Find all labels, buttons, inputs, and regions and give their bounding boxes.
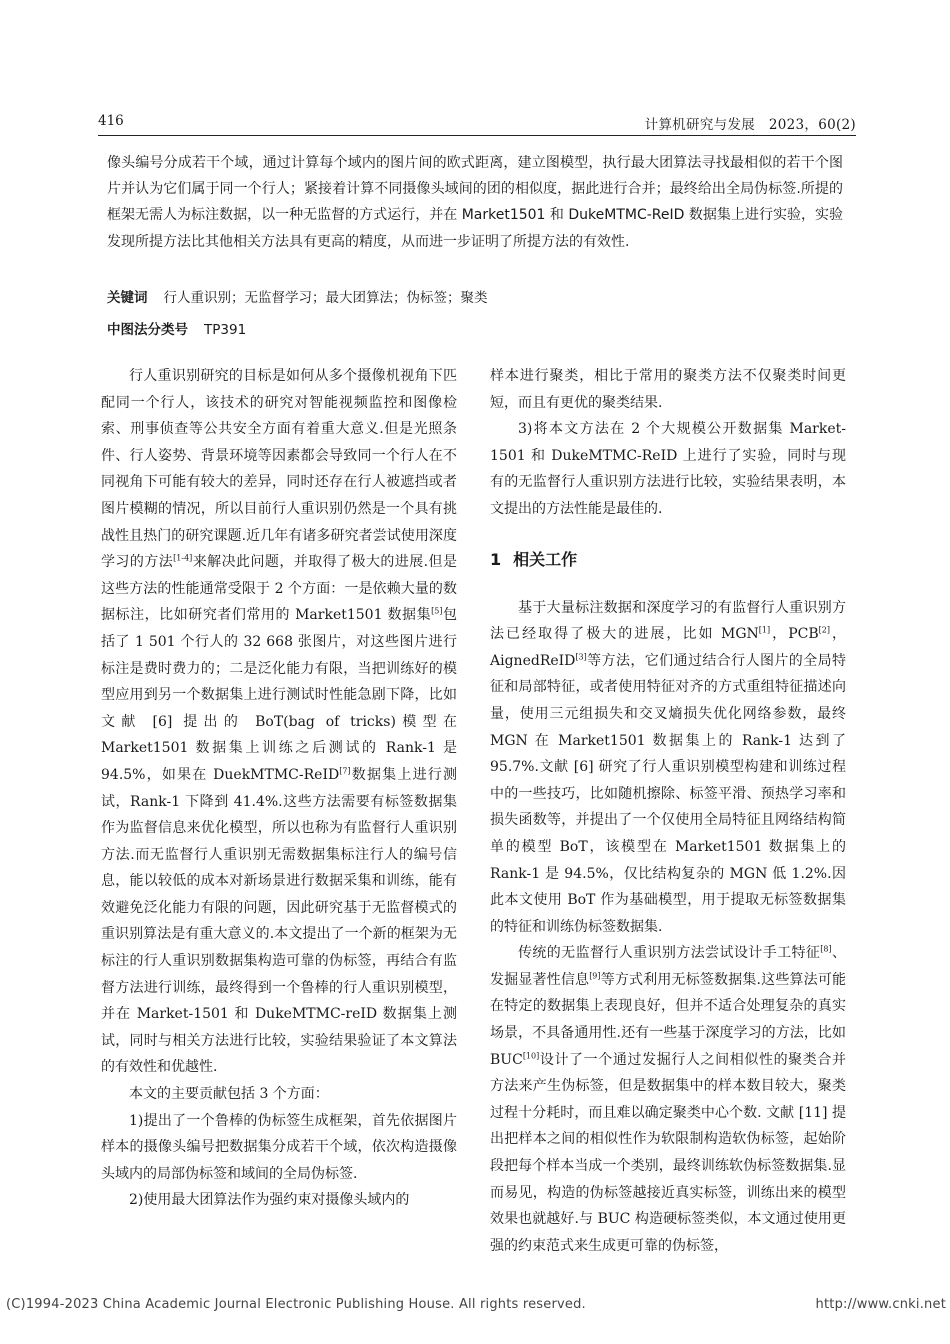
- citation[interactable]: [7]: [339, 766, 351, 776]
- rw2-text-3: 等方式利用无标签数据集.这些算法可能在特定的数据集上表现良好，但并不适合处理复杂的真实场景，不具备通用性.还有一些基于深度学习的方法，比如 BUC: [490, 971, 847, 1068]
- citation[interactable]: [10]: [522, 1051, 540, 1060]
- journal-info: 计算机研究与发展 2023，60(2): [644, 117, 856, 133]
- rw2-text-4: 设计了一个通过发掘行人之间相似性的聚类合并方法来产生伪标签，但是数据集中的样本数目较大，聚类过程十分耗时，而且难以确定聚类中心个数. 文献 [11] 提出把样本之间的相似性作为软限制构造软伪标签，起始阶段把每个样本当成一个类别，最终训练软伪标签数据集.显而易见，构造的伪标签越接近真实标签，训练出来的模型效果也就越好.与 BUC 构造硬标签类似，本文通过使用更强的约束范式来生成更可靠的伪标签，: [490, 1051, 846, 1254]
- rw2-text-1: 传统的无监督行人重识别方法尝试设计手工特征: [518, 945, 821, 962]
- keywords-line: [107, 286, 488, 306]
- contributions-intro: 本文的主要贡献包括 3 个方面：: [129, 1086, 329, 1103]
- citation[interactable]: [9]: [589, 971, 601, 981]
- contribution-1: 1)提出了一个鲁棒的伪标签生成框架，首先依据图片样本的摄像头编号把数据集分成若干个域，依次构造摄像头域内的局部伪标签和域间的全局伪标签.: [101, 1112, 457, 1182]
- keywords-text: 行人重识别；无监督学习；最大团算法；伪标签；聚类: [163, 290, 488, 306]
- page-number: 416: [98, 113, 124, 129]
- citation[interactable]: [2]: [818, 625, 830, 635]
- intro-text-3: 包括了 1 501 个行人的 32 668 张图片，对这些图片进行标注是费时费力的；二是泛化能力有限，当把训练好的模型应用到另一个数据集上进行测试时性能急剧下降，比如文献 [6] 提出的 BoT(bag of tricks)模型在 Market1501 数据集上训练之后测试的 Rank-1 是 94.5%，如果在 DuekMTMC-ReID: [101, 607, 458, 783]
- intro-paragraph: [101, 363, 457, 1081]
- classification-label: 中图法分类号: [107, 322, 188, 338]
- right-column: [490, 363, 846, 1259]
- rw1-text-2: ，PCB: [770, 626, 819, 643]
- keywords-label: 关键词: [107, 290, 148, 306]
- left-column: [101, 363, 457, 1214]
- copyright-text: (C)1994-2023 China Academic Journal Electronic Publishing House. All rights reserved.: [6, 1297, 586, 1312]
- citation[interactable]: [1-4]: [173, 553, 193, 563]
- citation[interactable]: [8]: [820, 944, 832, 954]
- rw1-text-4: 等方法，它们通过结合行人图片的全局特征和局部特征，或者使用特征对齐的方式重组特征描述向量，使用三元组损失和交叉熵损失优化网络参数，最终 MGN 在 Market1501 数据集上的 Rank-1 达到了 95.7%.文献 [6] 研究了行人重识别模型构建和训练过程中的一些技巧，比如随机擦除、标签平滑、预热学习率和损失函数等，并提出了一个仅使用全局特征且网络结构简单的模型 BoT，该模型在 Market1501 数据集上的 Rank-1 是 94.5%，仅比结构复杂的 MGN 低 1.2%.因此本文使用 BoT 作为基础模型，用于提取无标签数据集的特征和训练伪标签数据集.: [490, 652, 846, 935]
- citation[interactable]: [5]: [431, 606, 443, 616]
- intro-text-4: 数据集上进行测试，Rank-1 下降到 41.4%.这些方法需要有标签数据集作为监督信息来优化模型，所以也称为有监督行人重识别方法.而无监督行人重识别无需数据集标注行人的编号信息，能以较低的成本对新场景进行数据采集和训练，能有效避免泛化能力有限的问题，因此研究基于无监督模式的重识别算法是有重大意义的.本文提出了一个新的框架为无标注的行人重识别数据集构造可靠的伪标签，再结合有监督方法进行训练，最终得到一个鲁棒的行人重识别模型，并在 Market-1501 和 DukeMTMC-reID 数据集上测试，同时与相关方法进行比较，实验结果验证了本文算法的有效性和优越性.: [101, 766, 458, 1076]
- abstract-continuation: [107, 150, 843, 255]
- intro-text-1: 行人重识别研究的目标是如何从多个摄像机视角下匹配同一个行人，该技术的研究对智能视频监控和图像检索、刑事侦查等公共安全方面有着重大意义.但是光照条件、行人姿势、背景环境等因素都会导致同一个行人在不同视角下可能有较大的差异，同时还存在行人被遮挡或者图片模糊的情况，所以目前行人重识别仍然是一个具有挑战性且热门的研究课题.近几年有诸多研究者尝试使用深度学习的方法: [101, 368, 457, 571]
- section-title: 相关工作: [513, 549, 578, 569]
- contribution-2-end: 样本进行聚类，相比于常用的聚类方法不仅聚类时间更短，而且有更优的聚类结果.: [490, 368, 846, 411]
- classification-code: TP391: [204, 322, 247, 338]
- running-header: [98, 111, 856, 136]
- citation[interactable]: [3]: [575, 652, 587, 662]
- rw1-text-1: 基于大量标注数据和深度学习的有监督行人重识别方法已经取得了极大的进展，比如 MGN: [490, 599, 846, 643]
- contribution-2-start: 2)使用最大团算法作为强约束对摄像头域内的: [129, 1192, 410, 1209]
- cnki-link[interactable]: http://www.cnki.net: [815, 1297, 946, 1312]
- citation[interactable]: [1]: [758, 625, 771, 635]
- related-work-paragraph-2: [490, 940, 846, 1259]
- intro-text-2: 来解决此问题，并取得了极大的进展.但是这些方法的性能通常受限于 2 个方面：一是依赖大量的数据标注，比如研究者们常用的 Market1501 数据集: [101, 554, 457, 624]
- rw1-text-3: ，AignedReID: [490, 626, 847, 669]
- section-number: 1: [490, 549, 502, 569]
- contribution-3: 3)将本文方法在 2 个大规模公开数据集 Market-1501 和 DukeMTMC-ReID 上进行了实验，同时与现有的无监督行人重识别方法进行比较，实验结果表明，本文提出的方法性能是最佳的.: [490, 421, 846, 517]
- classification-line: [107, 318, 246, 338]
- abstract-text: 像头编号分成若干个域，通过计算每个域内的图片间的欧式距离，建立图模型，执行最大团算法寻找最相似的若干个图片并认为它们属于同一个行人；紧接着计算不同摄像头域间的团的相似度，据此进行合并；最终给出全局伪标签.所提的框架无需人为标注数据，以一种无监督的方式运行，并在 Market1501 和 DukeMTMC-ReID 数据集上进行实验，实验发现所提方法比其他相关方法具有更高的精度，从而进一步证明了所提方法的有效性.: [107, 155, 843, 250]
- rw2-text-2: 、发掘显著性信息: [490, 945, 847, 988]
- section-heading: [490, 545, 846, 575]
- related-work-paragraph-1: [490, 595, 846, 941]
